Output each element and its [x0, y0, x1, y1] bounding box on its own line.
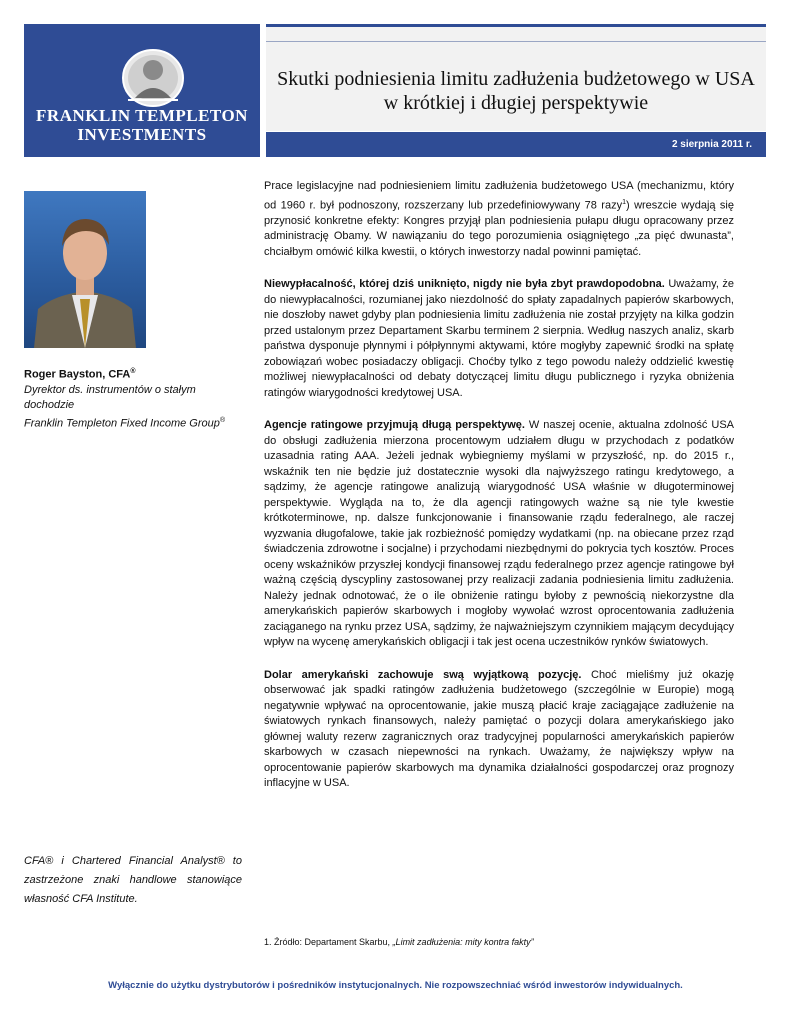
- franklin-portrait-seal-icon: [120, 42, 186, 108]
- logo-block: [24, 24, 260, 157]
- footnote-ref: 1: [622, 198, 626, 206]
- paragraph-dollar: Dolar amerykański zachowuje swą wyjątkową pozycję. Choć mieliśmy już okazję obserwować jak spadki ratingów zadłużenia budżetowego (szczególnie w Europie) mogą negatywnie wpływać na oprocentowanie, jakie muszą płacić kraje zaciągające zadłużenie na światowych rynkach finansowych, należy pamiętać o pozycji dolara amerykańskiego jako głównej waluty rezerw zagranicznych oraz tradycyjnej popularności amerykańskich papierów skarbowych w czasach niepewności na rynkach. Uważamy, że największy wpływ na oprocentowanie papierów skarbowych ma dynamika działalności gospodarczej oraz prognozy inflacyjne w USA.: [264, 668, 734, 790]
- footnote: 1. Źródło: Departament Skarbu, „Limit zadłużenia: mity kontra fakty”: [264, 937, 534, 947]
- publication-date: 2 sierpnia 2011 r.: [671, 139, 752, 150]
- paragraph-default: Niewypłacalność, której dziś uniknięto, nigdy nie była zbyt prawdopodobna. Uważamy, że do niewypłacalności, rozumianej jako niezdolność do spłaty zapadalnych papierów skarbowych, nie doszłoby nawet gdyby plan podniesienia limitu zadłużenia nie został przyjęty na kilka godzin przed ustalonym przez Departament Skarbu terminem 2 sierpnia. Według naszych analiz, skarb państwa dysponuje płynnymi i półpłynnymi aktywami, które mogłyby zapewnić środki na spłatę zobowiązań wobec posiadaczy obligacji. Choćby tylko z tego powodu należy oddzielić kwestię możliwej niewypłacalności od debaty dotyczącej limitu długu publicznego i ryzyka obniżenia ratingów wiarygodności kredytowej USA.: [264, 278, 734, 399]
- article-body: [264, 179, 734, 809]
- paragraph-intro: Prace legislacyjne nad podniesieniem limitu zadłużenia budżetowego USA (mechanizmu, który od 1960 r. był podnoszony, rozszerzany lub przedefiniowywany 78 razy$^1$) wreszcie wydają się przynosić konkretne efekty: Kongres przyjął plan podniesienia pułapu długu opracowany przez administrację Obamy. W nawiązaniu do tego porozumienia osiągniętego „za pięć dwunasta”, chciałbym omówić kilka kwestii, o których inwestorzy nadal powinni pamiętać.: [264, 180, 734, 258]
- title-line-2: w krótkiej i długiej perspektywie: [383, 92, 649, 114]
- brand-subname: INVESTMENTS: [77, 125, 207, 144]
- author-role-line-1: Dyrektor ds. instrumentów o stałym: [24, 383, 196, 396]
- document-title: [266, 67, 766, 115]
- title-line-1: Skutki podniesienia limitu zadłużenia budżetowego w USA: [277, 68, 755, 90]
- paragraph-heading: Agencje ratingowe przyjmują długą perspektywę.: [264, 419, 525, 432]
- author-group: Franklin Templeton Fixed Income Group®: [24, 416, 226, 430]
- author-portrait-icon: [24, 191, 146, 348]
- distribution-disclaimer: Wyłącznie do użytku dystrybutorów i pośredników instytucjonalnych. Nie rozpowszechniać wśród inwestorów indywidualnych.: [108, 980, 683, 991]
- paragraph-heading: Dolar amerykański zachowuje swą wyjątkową pozycję.: [264, 668, 582, 681]
- paragraph-heading: Niewypłacalność, której dziś uniknięto, nigdy nie była zbyt prawdopodobna.: [264, 278, 665, 291]
- author-role-line-2: dochodzie: [24, 398, 75, 411]
- cfa-trademark-note: CFA® i Chartered Financial Analyst® to zastrzeżone znaki handlowe stanowiące własność CFA Institute.: [24, 855, 242, 905]
- title-rule: [266, 41, 766, 42]
- title-area: [266, 24, 766, 131]
- brand-name: FRANKLIN TEMPLETON: [36, 106, 248, 125]
- author-info: [24, 364, 246, 431]
- author-photo: [24, 191, 146, 348]
- author-name: Roger Bayston, CFA®: [24, 368, 136, 381]
- paragraph-ratings: Agencje ratingowe przyjmują długą perspektywę. W naszej ocenie, aktualna zdolność USA do obsługi zadłużenia mierzona procentowym udziałem długu w przychodach z podatków uzasadnia rating AAA. Jeżeli jednak wybiegniemy myślami w przyszłość, np. do 2015 r., wskaźnik ten nie będzie już dostatecznie wysoki dla najwyższego ratingu kredytowego, a sądzimy, że agencje ratingowe analizują wiarygodność USA właśnie w długoterminowej perspektywie. Wygląda na to, że dla agencji ratingowych ważne są nie tyle kwestie krótkoterminowe, np. dalsze funkcjonowanie i finansowanie rządu federalnego, ale raczej wyzwania długofalowe, takie jak rozbieżność pomiędzy wydatkami (np. na obiecane przez rząd świadczenia zdrowotne i socjalne) i przychodami niezbędnymi do pokrycia tych kosztów. Proces oceny wskaźników przyszłej kondycji finansowej rządu federalnego przez agencje ratingowe był ważną częścią dyscypliny zastosowanej przy realizacji zadania podniesienia limitu zadłużenia. Należy jednak odnotować, że o ile obniżenie ratingu byłoby z pewnością niekorzystne dla amerykańskich papierów skarbowych i mogłoby wywołać wzrost oprocentowania zadłużenia zaciąganego na rynku przez USA, sądzimy, że najważniejszym czynnikiem mającym decydujący wpływ na wycenę amerykańskich obligacji i tak jest ocena uczestników rynków światowych.: [264, 419, 734, 649]
- date-bar: [266, 132, 766, 157]
